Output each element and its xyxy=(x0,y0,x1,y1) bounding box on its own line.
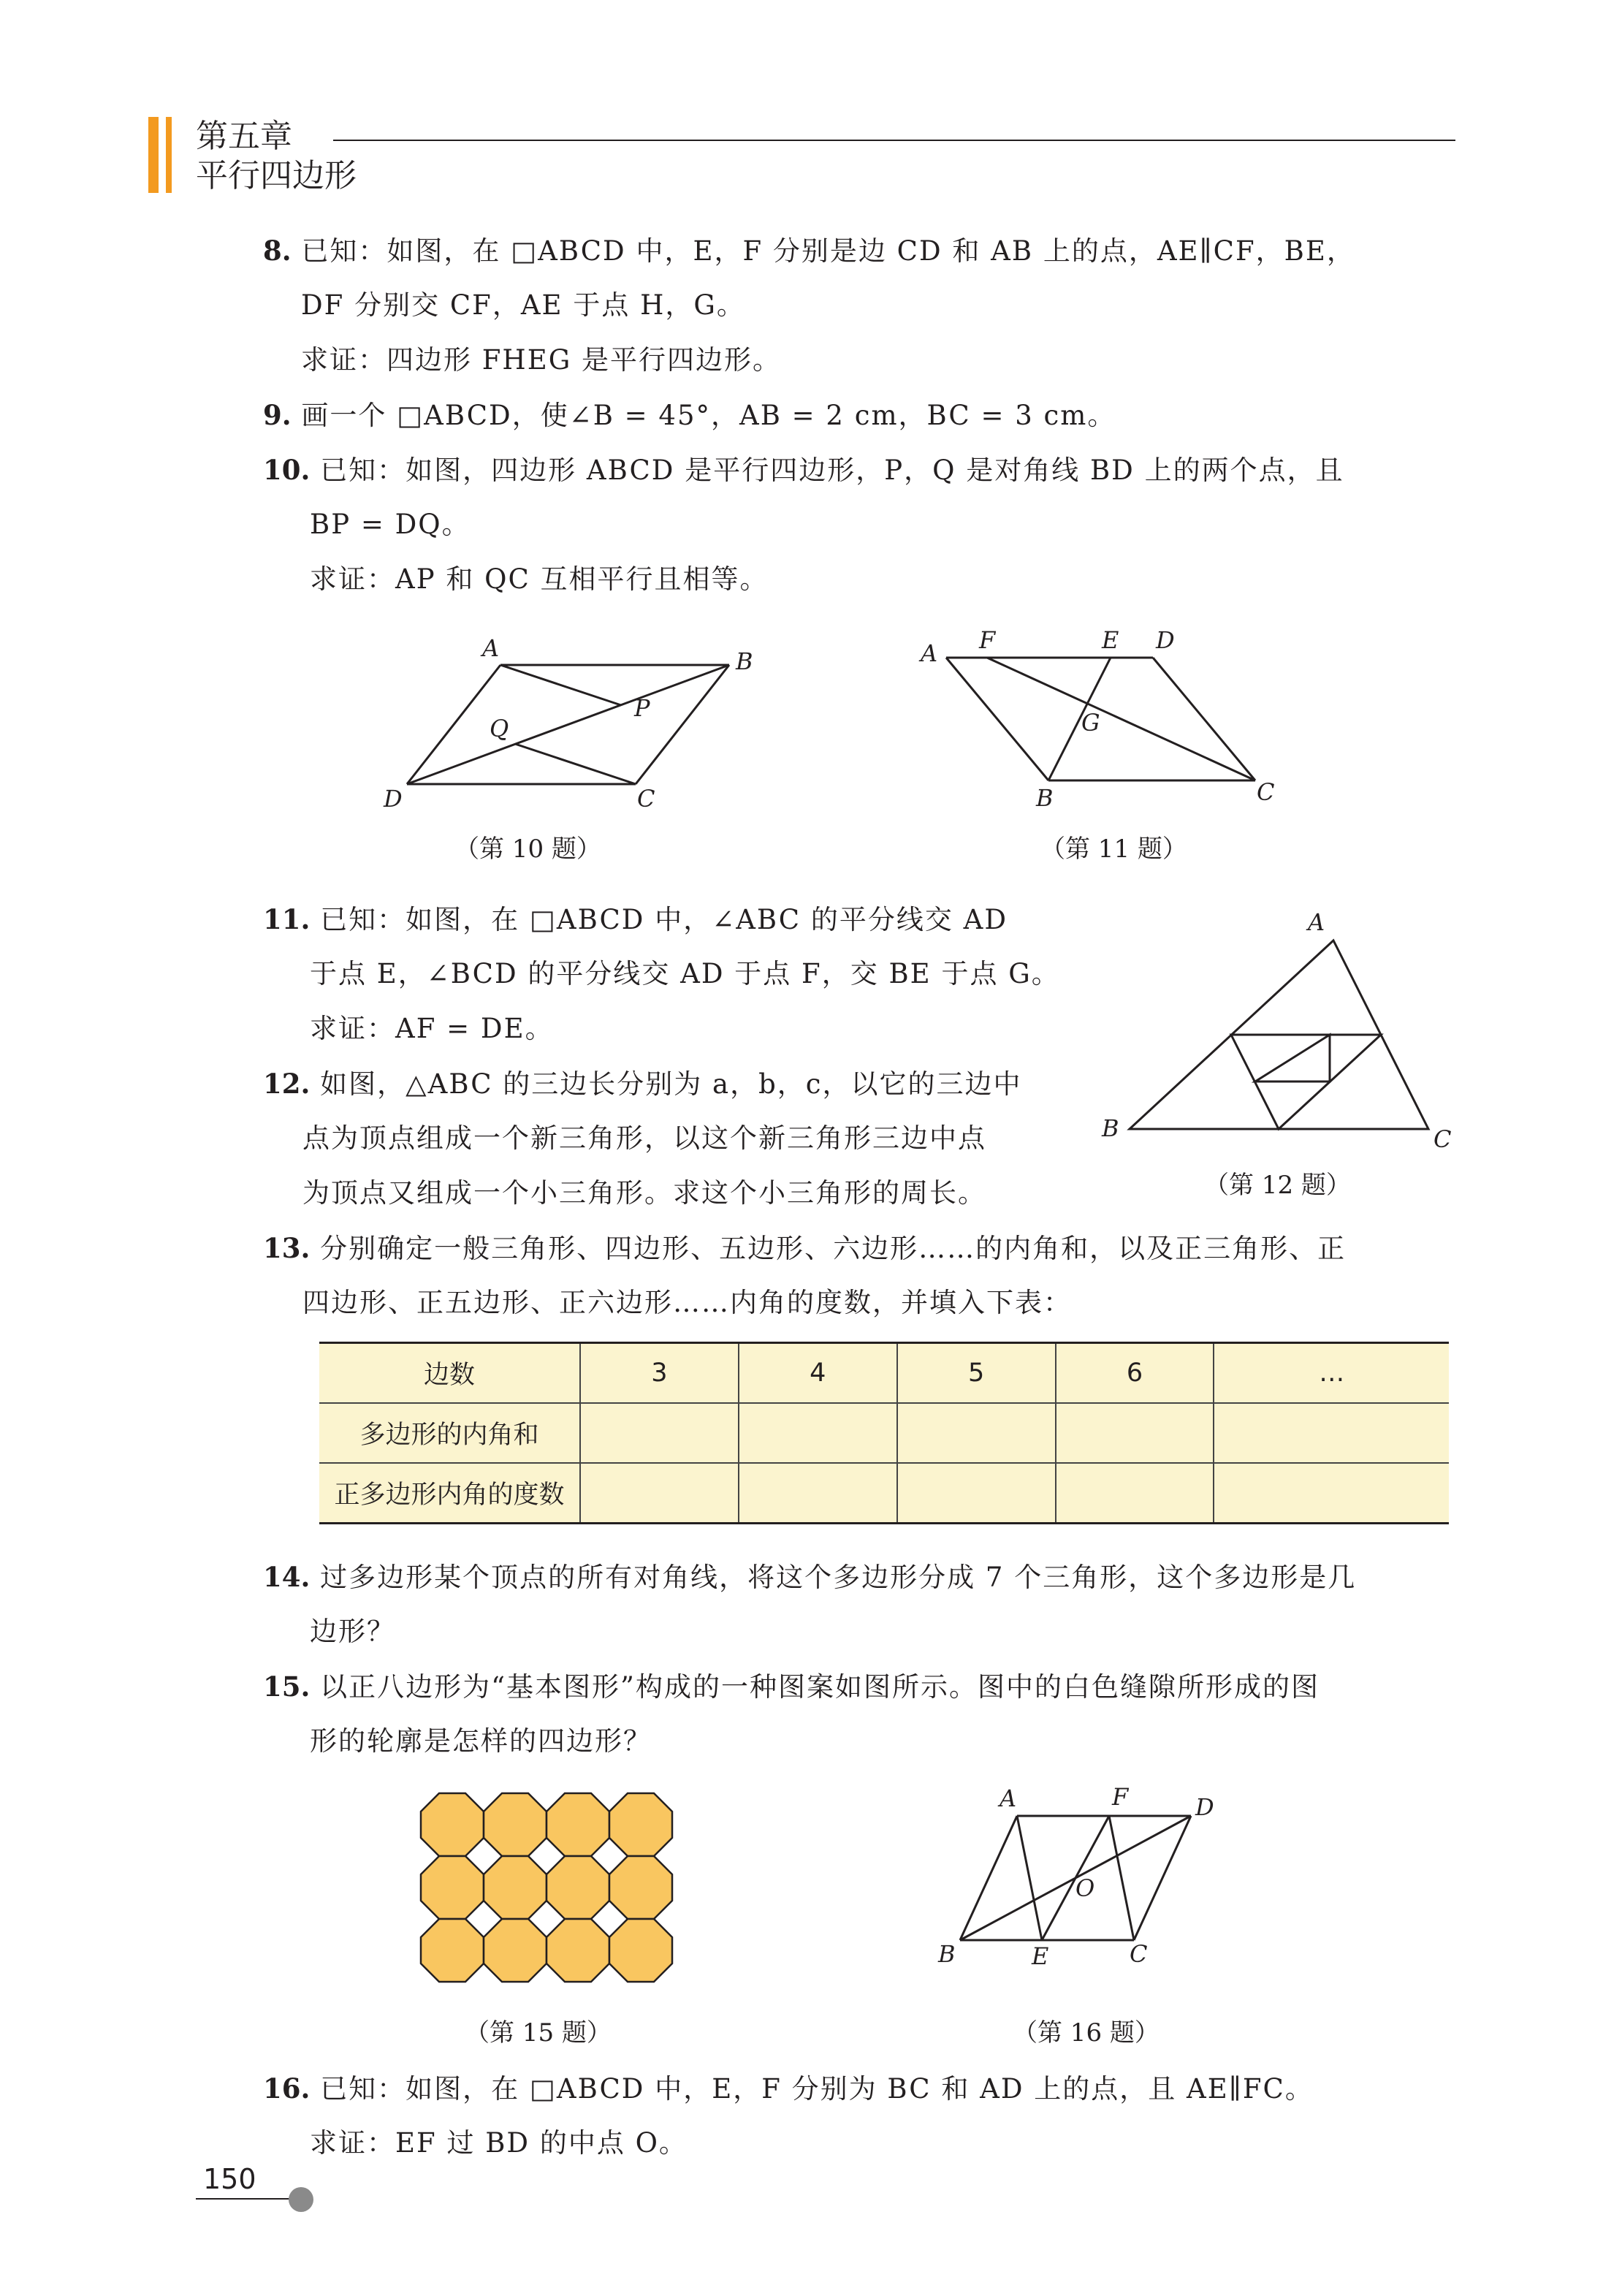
fig12-label-c: C xyxy=(1433,1125,1452,1153)
octagon-tile xyxy=(484,1793,547,1856)
problem-16-line-2: 求证：EF 过 BD 的中点 O。 xyxy=(310,2127,688,2159)
fig16-label-o: O xyxy=(1075,1874,1095,1902)
fig11-label-a: A xyxy=(921,639,938,667)
table-cell xyxy=(580,1463,739,1524)
header-accent-bar-thin xyxy=(166,117,172,193)
fig16-edge-ba xyxy=(960,1816,1017,1940)
figure-11-caption: （第 11 题） xyxy=(1040,835,1187,864)
fig16-label-e: E xyxy=(1032,1942,1049,1970)
table-header-cell: 边数 xyxy=(319,1343,580,1404)
octagon-tile xyxy=(421,1856,484,1919)
table-row xyxy=(319,1463,1449,1524)
table-header-row xyxy=(319,1343,1449,1404)
octagon-tile xyxy=(547,1919,609,1982)
figure-10-diagram xyxy=(380,628,774,818)
header-accent-bar xyxy=(148,117,159,193)
table-row xyxy=(319,1403,1449,1463)
fig10-segment-qc xyxy=(515,744,636,784)
fig16-edge-dc xyxy=(1134,1816,1191,1940)
fig11-edge-dc xyxy=(1153,658,1255,780)
octagon-tile xyxy=(421,1919,484,1982)
page-number-rule xyxy=(196,2198,291,2200)
fig10-label-c: C xyxy=(637,785,655,813)
page-number: 150 xyxy=(203,2163,256,2195)
header-rule xyxy=(333,140,1455,141)
problem-10-line-3: 求证：AP 和 QC 互相平行且相等。 xyxy=(310,563,769,595)
problem-8-line-1: 8. 已知：如图，在 □ABCD 中，E，F 分别是边 CD 和 AB 上的点，AE∥CF，BE， xyxy=(263,235,1355,267)
problem-11-line-1: 11. 已知：如图，在 □ABCD 中，∠ABC 的平分线交 AD xyxy=(263,903,1008,935)
problem-10-line-2: BP = DQ。 xyxy=(310,509,471,540)
fig12-label-a: A xyxy=(1308,908,1325,936)
octagon-tile xyxy=(547,1793,609,1856)
octagon-tile xyxy=(609,1856,672,1919)
table-header-cell: 4 xyxy=(739,1343,897,1404)
fig16-label-d: D xyxy=(1195,1793,1214,1821)
fig11-label-e: E xyxy=(1102,626,1119,654)
fig11-bisector-cf xyxy=(987,658,1255,780)
problem-8-line-2: DF 分别交 CF，AE 于点 H，G。 xyxy=(301,289,745,321)
figure-12-diagram xyxy=(1096,902,1476,1166)
table-cell xyxy=(1214,1403,1449,1463)
table-header-cell: 5 xyxy=(897,1343,1056,1404)
table-cell xyxy=(580,1403,739,1463)
fig10-label-b: B xyxy=(736,647,753,675)
problem-9-line-1: 9. 画一个 □ABCD，使∠B = 45°，AB = 2 cm，BC = 3 cm。 xyxy=(263,399,1116,431)
table-cell xyxy=(897,1403,1056,1463)
fig11-label-b: B xyxy=(1036,784,1054,812)
chapter-title: 平行四边形 xyxy=(196,157,357,194)
figure-15-caption: （第 15 题） xyxy=(465,2018,612,2048)
chapter-label: 第五章 xyxy=(196,118,292,155)
problem-15-line-1: 15. 以正八边形为“基本图形”构成的一种图案如图所示。图中的白色缝隙所形成的图 xyxy=(263,1670,1320,1703)
fig16-label-b: B xyxy=(938,1940,956,1968)
fig11-label-g: G xyxy=(1081,709,1100,737)
page-number-dot xyxy=(289,2187,313,2212)
problem-12-line-3: 为顶点又组成一个小三角形。求这个小三角形的周长。 xyxy=(302,1177,986,1209)
table-row-label: 多边形的内角和 xyxy=(319,1403,580,1463)
table-header-cell: … xyxy=(1214,1343,1449,1404)
problem-12-line-1: 12. 如图，△ABC 的三边长分别为 a，b，c，以它的三边中 xyxy=(263,1068,1022,1100)
octagon-tile xyxy=(547,1856,609,1919)
polygon-angle-table xyxy=(319,1342,1449,1524)
figure-12-caption: （第 12 题） xyxy=(1204,1171,1351,1200)
fig11-label-c: C xyxy=(1257,778,1275,806)
octagon-tile xyxy=(484,1856,547,1919)
table-cell xyxy=(1214,1463,1449,1524)
fig10-label-q: Q xyxy=(490,715,509,742)
fig11-edge-ba xyxy=(946,658,1048,780)
table-header-cell: 3 xyxy=(580,1343,739,1404)
octagon-tile xyxy=(609,1919,672,1982)
fig16-label-a: A xyxy=(1000,1784,1017,1812)
problem-16-line-1: 16. 已知：如图，在 □ABCD 中，E，F 分别为 BC 和 AD 上的点，且 AE∥FC。 xyxy=(263,2072,1314,2105)
table-cell xyxy=(1056,1403,1214,1463)
fig10-label-a: A xyxy=(482,634,500,662)
figure-11-diagram xyxy=(906,625,1301,815)
fig10-segment-ap xyxy=(500,665,621,705)
problem-14-line-2: 边形？ xyxy=(310,1616,395,1647)
figure-16-caption: （第 16 题） xyxy=(1013,2018,1160,2048)
problem-13-line-2: 四边形、正五边形、正六边形……内角的度数，并填入下表： xyxy=(302,1287,1072,1318)
problem-12-line-2: 点为顶点组成一个新三角形，以这个新三角形三边中点 xyxy=(302,1122,986,1154)
fig11-label-f: F xyxy=(979,626,996,654)
fig10-label-d: D xyxy=(384,785,403,813)
table-cell xyxy=(739,1403,897,1463)
octagon-tile xyxy=(421,1793,484,1856)
fig16-segment-fc xyxy=(1109,1816,1134,1940)
fig11-label-d: D xyxy=(1156,626,1175,654)
octagon-tile xyxy=(484,1919,547,1982)
problem-10-line-1: 10. 已知：如图，四边形 ABCD 是平行四边形，P，Q 是对角线 BD 上的两个点，且 xyxy=(263,454,1344,486)
problem-8-line-3: 求证：四边形 FHEG 是平行四边形。 xyxy=(301,344,782,376)
problem-11-line-3: 求证：AF = DE。 xyxy=(310,1013,554,1044)
fig16-label-f: F xyxy=(1112,1783,1129,1811)
figure-15-octagon-pattern xyxy=(418,1790,674,1988)
fig10-label-p: P xyxy=(634,694,650,722)
problem-14-line-1: 14. 过多边形某个顶点的所有对角线，将这个多边形分成 7 个三角形，这个多边形是几 xyxy=(263,1561,1357,1593)
fig10-diagonal-bd xyxy=(407,665,729,784)
figure-10-caption: （第 10 题） xyxy=(454,835,601,864)
figure-16-diagram xyxy=(928,1783,1249,1980)
fig12-label-b: B xyxy=(1102,1114,1119,1142)
problem-13-line-1: 13. 分别确定一般三角形、四边形、五边形、六边形……的内角和，以及正三角形、正 xyxy=(263,1232,1347,1264)
fig12-small-triangle xyxy=(1255,1035,1330,1082)
problem-15-line-2: 形的轮廓是怎样的四边形？ xyxy=(310,1725,652,1757)
fig16-label-c: C xyxy=(1130,1940,1148,1968)
table-cell xyxy=(897,1463,1056,1524)
table-row-label: 正多边形内角的度数 xyxy=(319,1463,580,1524)
fig11-bisector-be xyxy=(1048,658,1111,780)
table-cell xyxy=(739,1463,897,1524)
table-cell xyxy=(1056,1463,1214,1524)
fig16-segment-ae xyxy=(1017,1816,1042,1940)
table-header-cell: 6 xyxy=(1056,1343,1214,1404)
octagon-tile xyxy=(609,1793,672,1856)
problem-11-line-2: 于点 E，∠BCD 的平分线交 AD 于点 F，交 BE 于点 G。 xyxy=(310,958,1060,989)
